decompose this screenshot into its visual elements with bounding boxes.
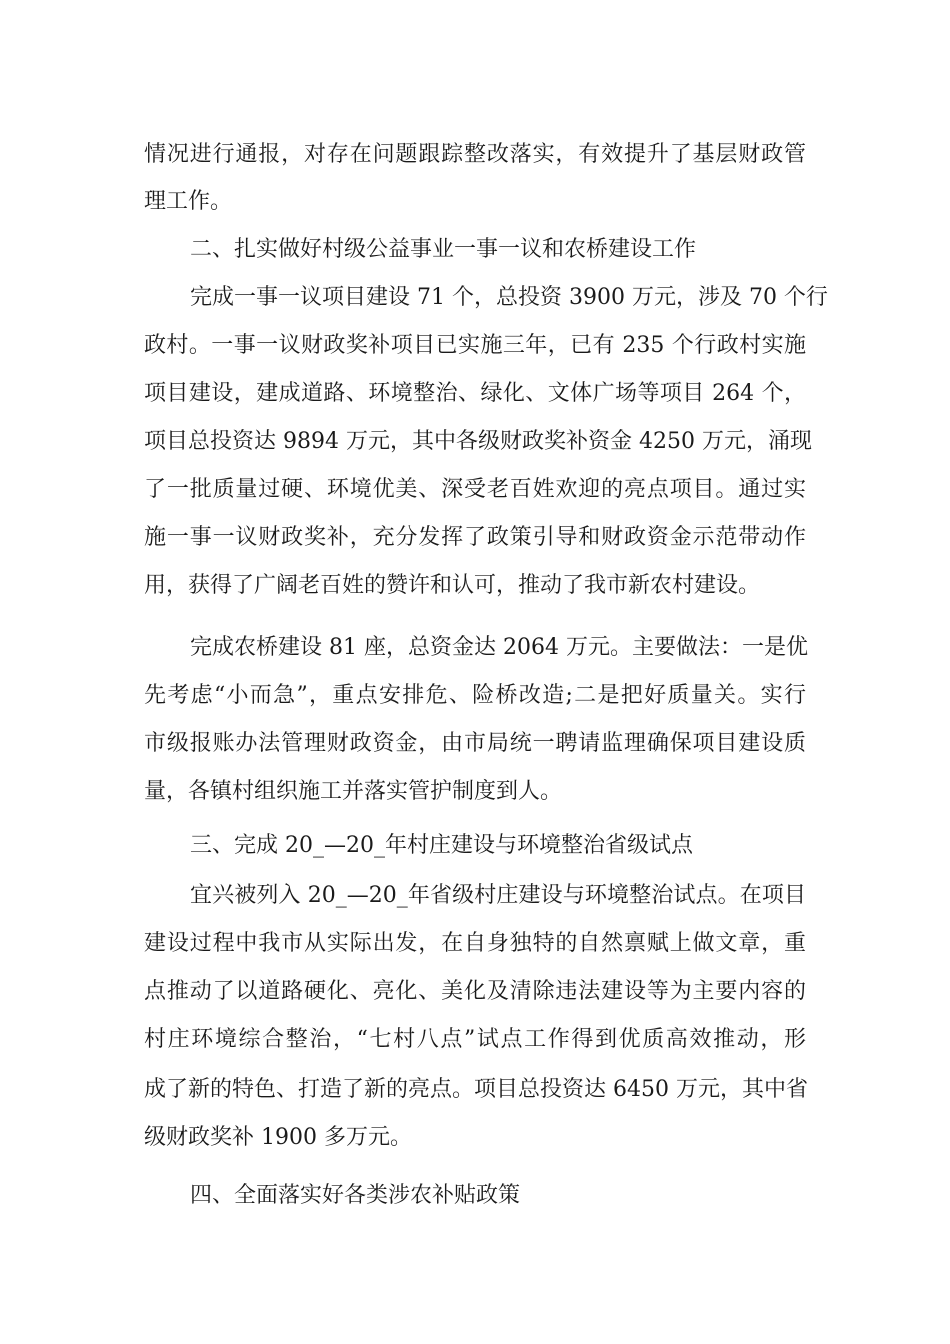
paragraph-line: 量，各镇村组织施工并落实管护制度到人。 <box>144 779 563 804</box>
paragraph-line: 了一批质量过硬、环境优美、深受老百姓欢迎的亮点项目。通过实 <box>144 477 806 502</box>
paragraph-line: 先考虑“小而急”，重点安排危、险桥改造;二是把好质量关。实行 <box>144 683 806 708</box>
paragraph-line: 市级报账办法管理财政资金，由市局统一聘请监理确保项目建设质 <box>144 731 806 756</box>
section-heading: 二、扎实做好村级公益事业一事一议和农桥建设工作 <box>190 237 697 262</box>
paragraph-line: 情况进行通报，对存在问题跟踪整改落实，有效提升了基层财政管 <box>144 142 806 167</box>
paragraph-line: 政村。一事一议财政奖补项目已实施三年，已有 235 个行政村实施 <box>144 333 806 358</box>
section-heading: 四、全面落实好各类涉农补贴政策 <box>190 1183 521 1208</box>
paragraph-line: 用，获得了广阔老百姓的赞许和认可，推动了我市新农村建设。 <box>144 573 761 598</box>
section-heading: 三、完成 20_—20_年村庄建设与环境整治省级试点 <box>190 833 693 858</box>
paragraph-line: 级财政奖补 1900 多万元。 <box>144 1125 412 1150</box>
paragraph-line: 成了新的特色、打造了新的亮点。项目总投资达 6450 万元，其中省 <box>144 1077 808 1102</box>
paragraph-line: 理工作。 <box>144 189 233 214</box>
paragraph-line: 项目总投资达 9894 万元，其中各级财政奖补资金 4250 万元，涌现 <box>144 429 812 454</box>
paragraph-line: 项目建设，建成道路、环境整治、绿化、文体广场等项目 264 个， <box>144 381 806 406</box>
paragraph-line: 点推动了以道路硬化、亮化、美化及清除违法建设等为主要内容的 <box>144 979 806 1004</box>
paragraph-line: 完成农桥建设 81 座，总资金达 2064 万元。主要做法：一是优 <box>190 635 808 660</box>
paragraph-line: 建设过程中我市从实际出发，在自身独特的自然禀赋上做文章，重 <box>144 931 806 956</box>
paragraph-line: 施一事一议财政奖补，充分发挥了政策引导和财政资金示范带动作 <box>144 525 806 550</box>
paragraph-line: 完成一事一议项目建设 71 个，总投资 3900 万元，涉及 70 个行 <box>190 285 828 310</box>
paragraph-line: 宜兴被列入 20_—20_年省级村庄建设与环境整治试点。在项目 <box>190 883 806 908</box>
paragraph-line: 村庄环境综合整治，“七村八点”试点工作得到优质高效推动，形 <box>144 1027 806 1052</box>
